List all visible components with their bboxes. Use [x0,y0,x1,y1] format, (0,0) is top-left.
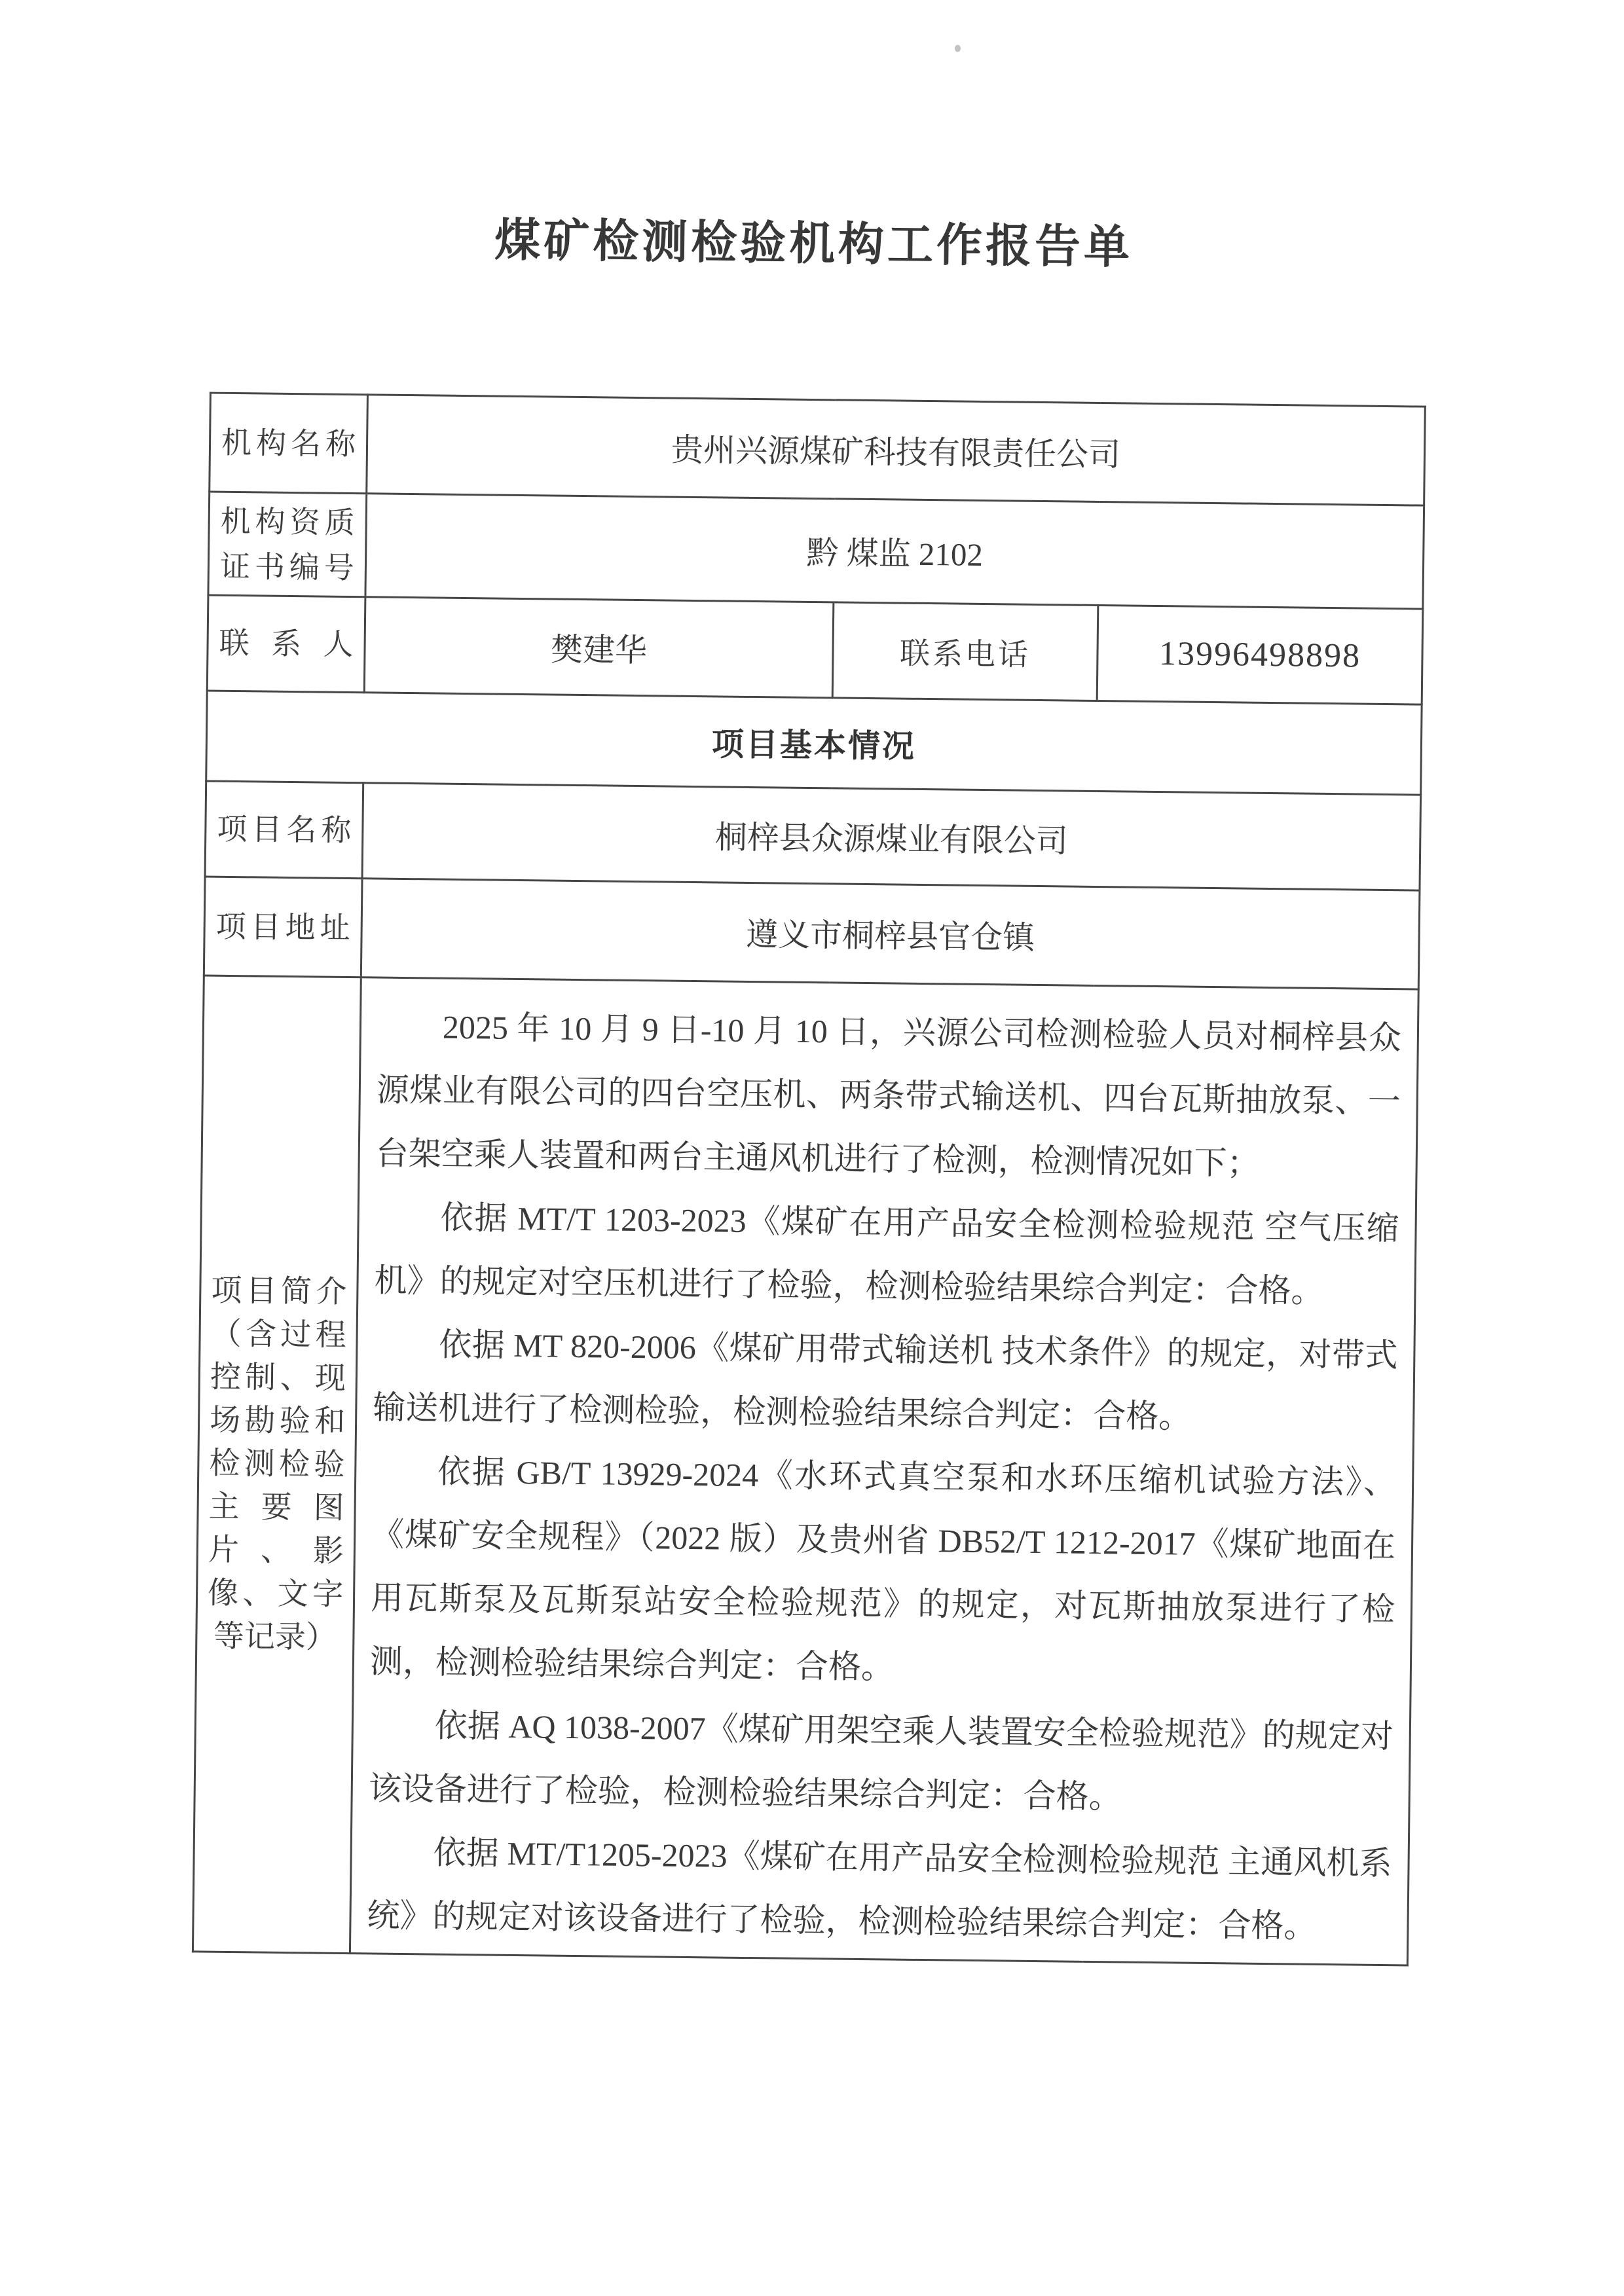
table-row-contact [207,595,1423,704]
org-name-value: 贵州兴源煤矿科技有限责任公司 [367,395,1426,505]
project-intro-label: 项目简介（含过程控制、现场勘验和检测检验主要图片、影像、文字等记录） [193,975,361,1954]
project-address-label: 项目地址 [204,877,362,977]
table-row-section-header [206,691,1422,795]
table-row-project-intro [193,975,1418,1965]
project-intro-body [350,977,1418,1965]
table-row-project-name [205,781,1421,890]
scan-speck-artifact [955,45,961,52]
contact-phone-label: 联系电话 [832,602,1098,701]
intro-paragraph-6: 依据 MT/T1205-2023《煤矿在用产品安全检测检验规范 主通风机系统》的规定对该设备进行了检验，检测检验结果综合判定：合格。 [367,1834,1392,1944]
cert-number-value: 黔 煤监 2102 [365,494,1424,609]
table-row-project-address [204,877,1420,989]
org-name-label: 机构名称 [210,393,368,494]
project-name-label: 项目名称 [205,781,363,879]
contact-person-value: 樊建华 [364,597,834,698]
intro-paragraph-2: 依据 MT/T 1203-2023《煤矿在用产品安全检测检验规范 空气压缩机》的规定对空压机进行了检验，检测检验结果综合判定：合格。 [374,1199,1399,1309]
project-name-value: 桐梓县众源煤业有限公司 [362,783,1421,890]
contact-person-label: 联系人 [207,595,365,693]
intro-paragraph-4: 依据 GB/T 13929-2024《水环式真空泵和水环压缩机试验方法》、《煤矿安全规程》（2022 版）及贵州省 DB52/T 1212-2017《煤矿地面在用瓦斯泵及瓦斯泵站安全检验规范》的规定，对瓦斯抽放泵进行了检测，检测检验结果综合判定：合格。 [369,1453,1397,1686]
contact-phone-value: 13996498898 [1097,605,1423,704]
project-basic-info-header: 项目基本情况 [206,691,1422,795]
cert-number-label: 机构资质证书编号 [208,492,367,597]
intro-paragraph-1: 2025 年 10 月 9 日-10 月 10 日，兴源公司检测检验人员对桐梓县众源煤业有限公司的四台空压机、两条带式输送机、四台瓦斯抽放泵、一台架空乘人装置和两台主通风机进行了检测，检测情况如下； [375,1008,1402,1182]
table-row-cert-number [208,492,1424,609]
project-address-value: 遵义市桐梓县官仓镇 [361,879,1420,989]
table-row-org-name [210,393,1426,505]
report-table [192,392,1426,1967]
page-title: 煤矿检测检验机构工作报告单 [494,214,1134,273]
intro-paragraph-3: 依据 MT 820-2006《煤矿用带式输送机 技术条件》的规定，对带式输送机进行了检测检验，检测检验结果综合判定：合格。 [373,1326,1398,1435]
intro-paragraph-5: 依据 AQ 1038-2007《煤矿用架空乘人装置安全检验规范》的规定对该设备进行了检验，检测检验结果综合判定：合格。 [368,1707,1394,1815]
